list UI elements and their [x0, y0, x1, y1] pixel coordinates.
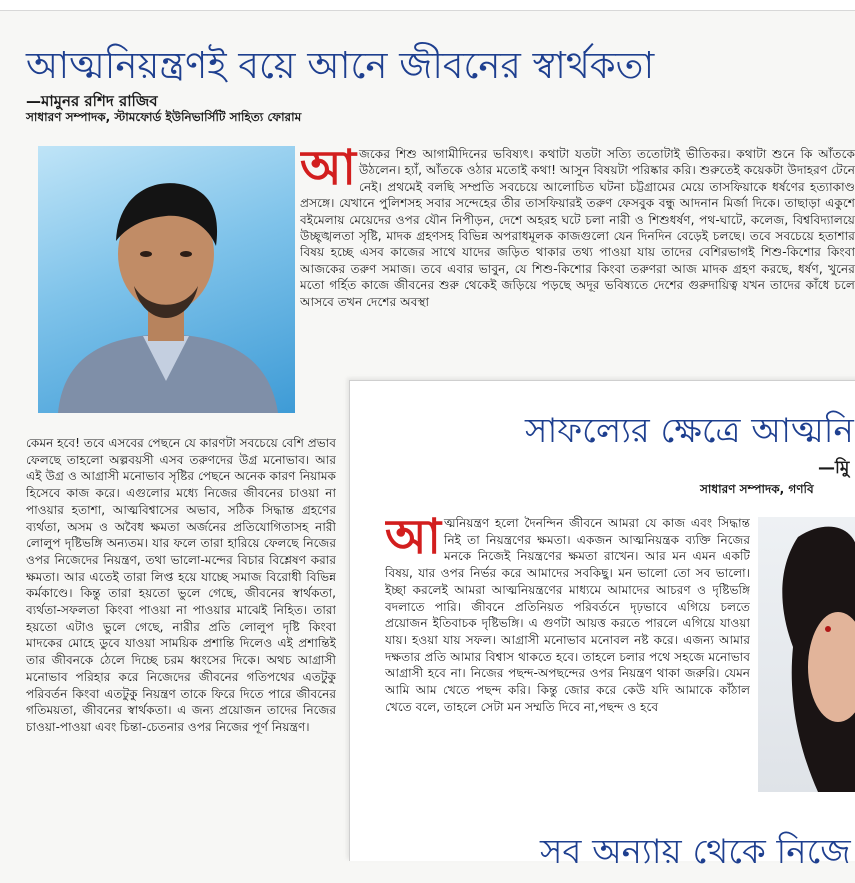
author-photo: [38, 146, 295, 413]
article1-author-title: সাধারণ সম্পাদক, স্টামফোর্ড ইউনিভার্সিটি সাহিত্য ফোরাম: [26, 110, 302, 124]
article2-headline: সাফল্যের ক্ষেত্রে আত্মনি: [525, 411, 854, 451]
article2-author-title: সাধারণ সম্পাদক, গণবি: [700, 482, 814, 496]
article2-body: [385, 515, 750, 815]
article1-intro-text: জকের শিশু আগামীদিনের ভবিষ্যৎ। কথাটা যতটা সত্যি ততোটাই ভীতিকর। কথাটা শুনে কি আঁতকে উঠলেন। হ্যাঁ, আঁতকে ওঠার মতোই কথা! আসুন বিষয়টা পরিষ্কার করি। শুরুতেই কয়েকটা উদাহরণ টেনে নেই। প্রথমেই বলছি সম্প্রতি সবচেয়ে আলোচিত ঘটনা চট্টগ্রামের মেয়ে তাসফিয়াকে ধর্ষণের হত্যাকাণ্ড প্রসঙ্গে। যেখানে পুলিশসহ সবার সন্দেহের তীর তাসফিয়ারই তরুণ ফেসবুক বন্ধু আদনান মির্জা দিকে। তাছাড়া একুশে বইমেলায় মেয়েদের ওপর যৌন নিপীড়ন, দেশে অহরহ ঘটে চলা নারী ও শিশুধর্ষণ, পথ-ঘাটে, কলেজ, বিশ্ববিদ্যালয়ে উচ্ছৃঙ্খলতা সৃষ্টি, মাদক গ্রহণসহ বিভিন্ন অপরাধমূলক কাজগুলো যেন দিনদিন বেড়েই চলছে। তবে সবচেয়ে হতাশার বিষয় হচ্ছে এসব কাজের সাথে যাদের জড়িত থাকার তথ্য পাওয়া যায় তাদের বেশিরভাগই শিশু-কিশোর কিংবা আজকের তরুণ সমাজ। তবে এবার ভাবুন, যে শিশু-কিশোর কিংবা তরুণরা আজ মাদক গ্রহণ করছে, ধর্ষণ, খুনের মতো গর্হিত কাজে জীবনের শুরু থেকেই জড়িয়ে পড়ছে অদূর ভবিষ্যতে দেশের গুরুদায়িত্ব যখন তাদের কাঁধে চলে আসবে তখন দেশের অবস্থা: [300, 147, 855, 309]
article1-headline: আত্মনিয়ন্ত্রণই বয়ে আনে জীবনের স্বার্থকতা: [26, 44, 655, 87]
article1-continuation: কেমন হবে! তবে এসবের পেছনে যে কারণটা সবচেয়ে বেশি প্রভাব ফেলছে তাহলো অল্পবয়সী এসব তরুণদের উগ্র মনোভাব। আর এই উগ্র ও আগ্রাসী মনোভাব সৃষ্টির পেছনে অনেক কারণ নিয়ামক হিসেবে কাজ করে। এগুলোর মধ্যে নিজের জীবনের চাওয়া না পাওয়ার হতাশা, আত্মবিশ্বাসের অভাব, সঠিক সিদ্ধান্ত গ্রহণের ব্যর্থতা, অসম ও অবৈধ ক্ষমতা অর্জনের প্রতিযোগিতাসহ নারী লোলুপ দৃষ্টিভঙ্গি অন্যতম। যার ফলে তারা হারিয়ে ফেলছে নিজের ওপর নিজেদের নিয়ন্ত্রণ, তথা ভালো-মন্দের বিচার বিশ্লেষণ করার ক্ষমতা। আর এতেই তারা লিপ্ত হয়ে যাচ্ছে সমাজ বিরোধী বিভিন্ন কর্মকাণ্ডে। কিন্তু তারা হয়তো ভুলে গেছে, জীবনের স্বার্থকতা, ব্যর্থতা-সফলতা কিংবা পাওয়া না পাওয়ার মাঝেই নিহিত। তারা হয়তো এটাও ভুলে গেছে, নারীর প্রতি লোলুপ দৃষ্টি কিংবা মাদকের মোহে ডুবে যাওয়া সাময়িক প্রশান্তি দিলেও এই প্রশান্তিই তার জীবনকে ঠেলে দিচ্ছে চরম ধ্বংসের দিকে। অথচ আগ্রাসী মনোভাব পরিহার করে নিজেদের জীবনের গতিপথের এতটুকু পরিবর্তন কিংবা এতটুকু নিয়ন্ত্রণ তাকে ফিরে দিতে পারে জীবনের গতিময়তা, জীবনের স্বার্থকতা। এ জন্য প্রয়োজন তাদের নিজের চাওয়া-পাওয়া এবং চিন্তা-চেতনার ওপর নিজের পূর্ণ নিয়ন্ত্রণ।: [26, 436, 336, 734]
article1-dropcap: আ: [300, 146, 356, 196]
article1-intro: [300, 146, 855, 346]
page-top-border: [0, 0, 855, 11]
author-portrait-illustration: [38, 146, 295, 413]
article3-headline: সব অন্যায় থেকে নিজে: [540, 832, 851, 872]
article2-author-photo: [758, 517, 855, 792]
article2-dropcap: আ: [385, 515, 441, 565]
article2-portrait-illustration: [758, 517, 855, 792]
article2-body-text: ত্মনিয়ন্ত্রণ হলো দৈনন্দিন জীবনে আমরা যে কাজ এবং সিদ্ধান্ত নিই তা নিয়ন্ত্রণের ক্ষমতা। একজন আত্মনিয়ন্ত্রক ব্যক্তি নিজের মনকে নিজেই নিয়ন্ত্রণের ক্ষমতা রাখেন। আর মন এমন একটি বিষয়, যার ওপর নির্ভর করে আমাদের সবকিছু। মন ভালো তো সব ভালো। ইচ্ছা করলেই আমরা আত্মনিয়ন্ত্রণের মাধ্যমে আমাদের আচরণ ও দৃষ্টিভঙ্গি বদলাতে পারি। জীবনে প্রতিনিয়ত পরিবর্তনে দৃঢ়ভাবে এগিয়ে চলতে প্রয়োজন ইতিবাচক দৃষ্টিভঙ্গি। এ গুণটা আয়ত্ত করতে পারলে এগিয়ে যাওয়া যায়। হওয়া যায় সফল। আগ্রাসী মনোভাব মনোবল নষ্ট করে। এজন্য আমার দক্ষতার প্রতি আমার বিশ্বাস থাকতে হবে। তাহলে চলার পথে সহজে মনোভাব আগ্রাসী হবে না। নিজের পছন্দ-অপছন্দের ওপর নিয়ন্ত্রণ থাকা জরুরি। যেমন আমি আম খেতে পছন্দ করি। কিন্তু জোর করে কেউ যদি আমাকে কাঁঠাল খেতে বলে, তাহলে সেটা মন সম্মতি দিবে না,পছন্দ ও হবে: [385, 516, 750, 714]
article1-author: —মামুনর রশিদ রাজিব: [26, 92, 158, 110]
article2-author: —মুি: [818, 458, 850, 478]
